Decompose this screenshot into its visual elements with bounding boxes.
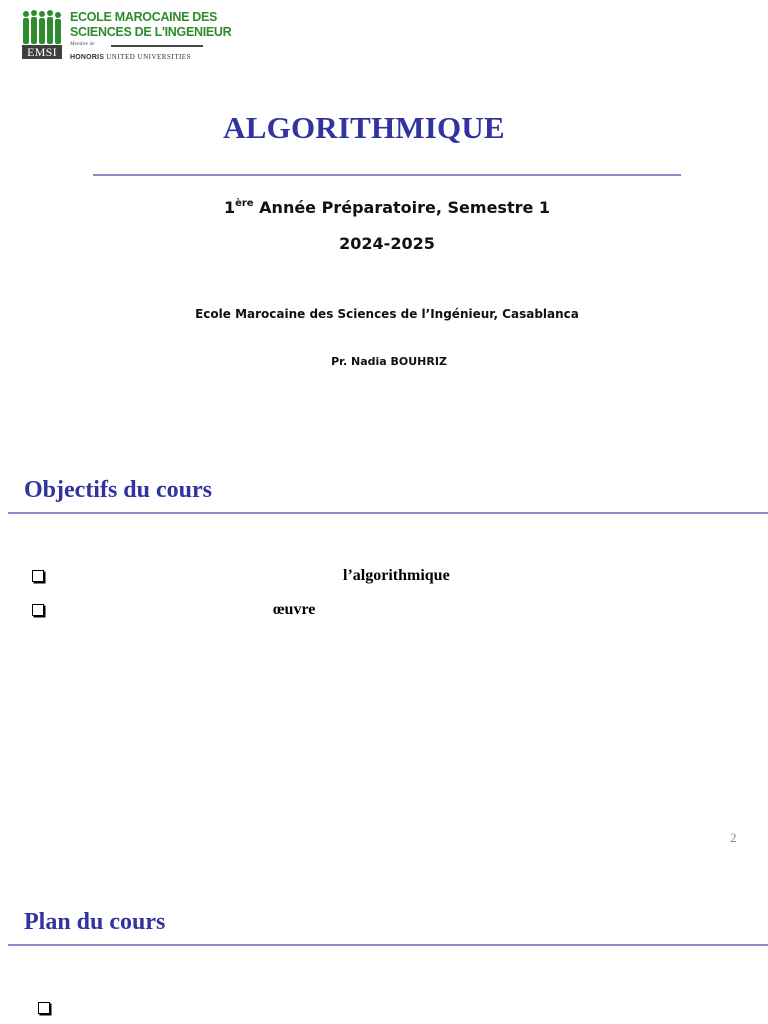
professor-name: Pr. Nadia BOUHRIZ bbox=[331, 355, 447, 368]
academic-year: 2024-2025 bbox=[339, 234, 435, 253]
logo-school-name bbox=[70, 10, 231, 40]
objectives-divider bbox=[8, 512, 768, 514]
logo-honoris-bold: HONORIS bbox=[70, 54, 105, 61]
checkbox-icon bbox=[38, 1002, 50, 1014]
course-title: ALGORITHMIQUE bbox=[223, 110, 505, 145]
plan-heading: Plan du cours bbox=[24, 909, 166, 935]
course-level-text: Année Préparatoire, Semestre 1 bbox=[253, 198, 551, 217]
emsi-logo bbox=[21, 9, 232, 65]
plan-divider bbox=[8, 944, 768, 946]
logo-member-rule bbox=[111, 45, 203, 47]
logo-line-2: SCIENCES DE L'INGENIEUR bbox=[70, 25, 232, 39]
logo-honoris-rest: UNITED UNIVERSITIES bbox=[106, 53, 191, 61]
objectives-heading: Objectifs du cours bbox=[24, 477, 212, 503]
school-name: Ecole Marocaine des Sciences de l’Ingénieur, Casablanca bbox=[195, 307, 579, 321]
objective-item: œuvre bbox=[273, 601, 316, 618]
page-number: 2 bbox=[730, 830, 737, 845]
logo-emsi-label: EMSI bbox=[22, 45, 62, 59]
logo-honoris bbox=[70, 53, 191, 61]
course-level-ordinal: ère bbox=[235, 198, 254, 209]
course-level bbox=[0, 198, 768, 217]
logo-line-1: ECOLE MAROCAINE DES bbox=[70, 10, 218, 24]
checkbox-icon bbox=[32, 604, 44, 616]
objective-item: l’algorithmique bbox=[343, 567, 450, 584]
logo-member-text: Membre de bbox=[70, 41, 95, 47]
checkbox-icon bbox=[32, 570, 44, 582]
course-level-number: 1 bbox=[223, 198, 236, 217]
title-divider bbox=[93, 174, 681, 176]
